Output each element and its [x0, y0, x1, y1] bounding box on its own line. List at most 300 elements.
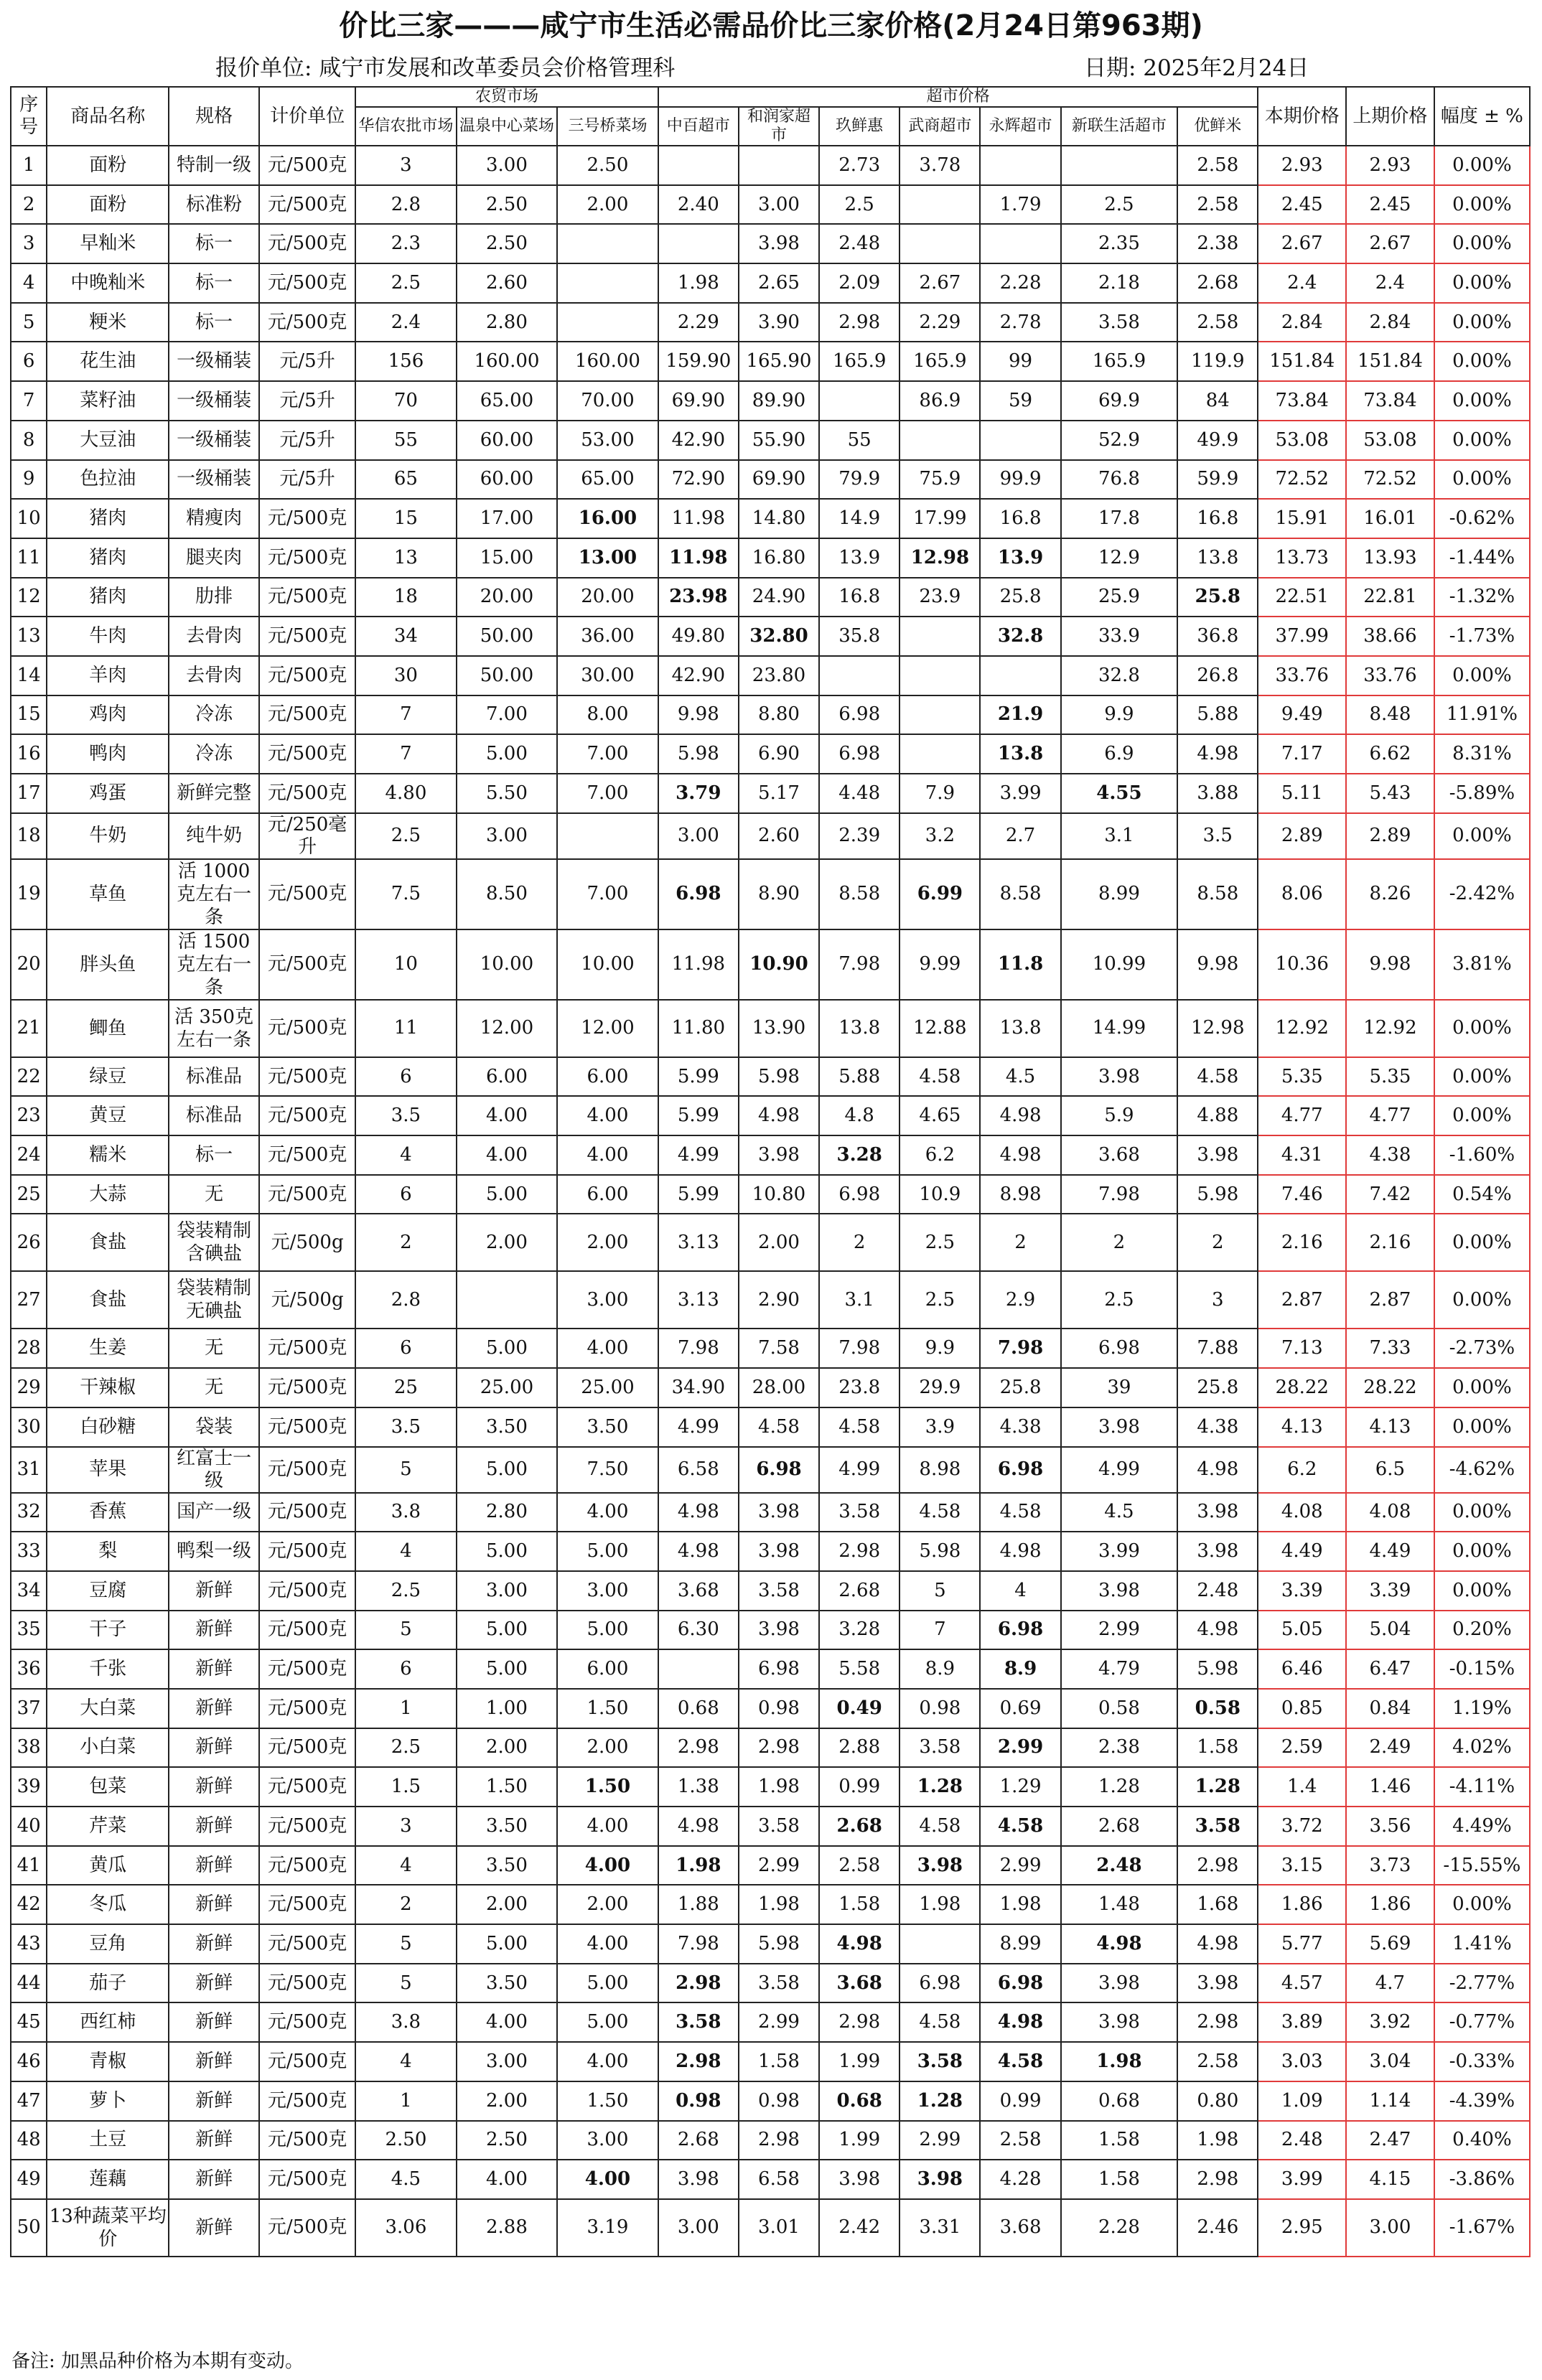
store-price: 2.00: [557, 185, 658, 225]
store-price: 5.00: [457, 1611, 558, 1650]
store-price: 1.99: [819, 2121, 900, 2160]
store-price: 1.58: [1061, 2121, 1178, 2160]
store-price: 3.1: [1061, 813, 1178, 859]
header-seq: 序号: [11, 87, 47, 146]
table-row: [11, 1964, 1530, 2003]
product-name: 小白菜: [47, 1728, 169, 1768]
product-spec: 标准品: [169, 1096, 259, 1135]
previous-price: 8.26: [1346, 859, 1434, 929]
table-row: [11, 224, 1530, 263]
store-price: 160.00: [557, 342, 658, 381]
change-percent: 0.00%: [1434, 656, 1530, 695]
store-price: 24.90: [739, 578, 819, 617]
store-price: 0.98: [658, 2081, 739, 2121]
store-price: 3.9: [900, 1407, 980, 1447]
product-spec: 鸭梨一级: [169, 1532, 259, 1571]
change-percent: 0.00%: [1434, 813, 1530, 859]
store-price: 35.8: [819, 617, 900, 656]
store-price: 5: [355, 1611, 457, 1650]
store-price: 6: [355, 1649, 457, 1689]
store-price: 49.9: [1177, 421, 1258, 460]
store-price: 79.9: [819, 460, 900, 500]
store-price: 69.90: [658, 381, 739, 421]
store-price: 2.90: [739, 1271, 819, 1329]
previous-price: 4.38: [1346, 1135, 1434, 1175]
current-price: 4.49: [1258, 1532, 1346, 1571]
previous-price: 33.76: [1346, 656, 1434, 695]
change-percent: -3.86%: [1434, 2160, 1530, 2199]
store-price: 2.58: [1177, 185, 1258, 225]
store-price: 6.00: [557, 1649, 658, 1689]
table-row: [11, 1924, 1530, 1964]
change-percent: 11.91%: [1434, 695, 1530, 735]
price-unit: 元/500克: [259, 929, 355, 1000]
previous-price: 6.47: [1346, 1649, 1434, 1689]
store-price: 6.98: [819, 695, 900, 735]
current-price: 1.86: [1258, 1885, 1346, 1924]
store-price: 12.9: [1061, 538, 1178, 578]
store-price: 65: [355, 460, 457, 500]
header-store: 华信农批市场: [355, 107, 457, 146]
header-supermarkets: 超市价格: [658, 87, 1258, 107]
store-price: 4.5: [980, 1057, 1060, 1097]
row-number: 6: [11, 342, 47, 381]
price-unit: 元/500克: [259, 2199, 355, 2257]
store-price: 4.00: [557, 2042, 658, 2081]
price-unit: 元/500克: [259, 1807, 355, 1846]
store-price: 5.88: [819, 1057, 900, 1097]
store-price: 25.8: [980, 578, 1060, 617]
store-price: 2.58: [1177, 303, 1258, 342]
change-percent: -1.73%: [1434, 617, 1530, 656]
store-price: 42.90: [658, 421, 739, 460]
store-price: 4.98: [658, 1493, 739, 1532]
store-price: 18: [355, 578, 457, 617]
change-percent: 0.00%: [1434, 1407, 1530, 1447]
store-price: 13.00: [557, 538, 658, 578]
price-unit: 元/500克: [259, 1057, 355, 1097]
previous-price: 2.45: [1346, 185, 1434, 225]
store-price: 7.9: [900, 774, 980, 813]
store-price: 4.55: [1061, 774, 1178, 813]
store-price: 6.58: [658, 1447, 739, 1493]
store-price: 2.68: [658, 2121, 739, 2160]
store-price: 10.90: [739, 929, 819, 1000]
store-price: 2.68: [1061, 1807, 1178, 1846]
price-unit: 元/500克: [259, 1846, 355, 1885]
store-price: 59: [980, 381, 1060, 421]
change-percent: -0.62%: [1434, 499, 1530, 538]
store-price: 4: [355, 1846, 457, 1885]
store-price: 3.58: [1177, 1807, 1258, 1846]
store-price: 12.88: [900, 1000, 980, 1057]
previous-price: 28.22: [1346, 1368, 1434, 1407]
price-unit: 元/500克: [259, 263, 355, 303]
store-price: 1.98: [658, 263, 739, 303]
header-unit: 计价单位: [259, 87, 355, 146]
product-spec: 活 350克左右一条: [169, 1000, 259, 1057]
store-price: 2.73: [819, 146, 900, 185]
change-percent: -2.42%: [1434, 859, 1530, 929]
store-price: 3.00: [557, 1571, 658, 1611]
row-number: 24: [11, 1135, 47, 1175]
table-row: [11, 1493, 1530, 1532]
store-price: 23.98: [658, 578, 739, 617]
current-price: 3.89: [1258, 2002, 1346, 2042]
store-price: 76.8: [1061, 460, 1178, 500]
store-price: 3: [355, 1807, 457, 1846]
store-price: 2.38: [1177, 224, 1258, 263]
store-price: 8.99: [1061, 859, 1178, 929]
product-spec: 新鲜: [169, 1924, 259, 1964]
store-price: 4.88: [1177, 1096, 1258, 1135]
table-row: [11, 1767, 1530, 1807]
product-name: 大豆油: [47, 421, 169, 460]
store-price: 3.00: [457, 146, 558, 185]
store-price: 3.98: [1061, 1057, 1178, 1097]
store-price: [658, 1649, 739, 1689]
current-price: 3.72: [1258, 1807, 1346, 1846]
price-unit: 元/500克: [259, 185, 355, 225]
previous-price: 5.35: [1346, 1057, 1434, 1097]
previous-price: 5.04: [1346, 1611, 1434, 1650]
store-price: 1.68: [1177, 1885, 1258, 1924]
product-spec: 红富士一级: [169, 1447, 259, 1493]
header-store: 三号桥菜场: [557, 107, 658, 146]
store-price: 3.58: [739, 1964, 819, 2003]
previous-price: 53.08: [1346, 421, 1434, 460]
table-row: [11, 1846, 1530, 1885]
store-price: 25.8: [1177, 578, 1258, 617]
product-name: 糯米: [47, 1135, 169, 1175]
table-row: [11, 1096, 1530, 1135]
current-price: 13.73: [1258, 538, 1346, 578]
row-number: 45: [11, 2002, 47, 2042]
row-number: 29: [11, 1368, 47, 1407]
store-price: 6: [355, 1329, 457, 1368]
product-name: 萝卜: [47, 2081, 169, 2121]
store-price: 15: [355, 499, 457, 538]
store-price: 7: [355, 734, 457, 774]
store-price: 3.98: [900, 2160, 980, 2199]
product-name: 猪肉: [47, 499, 169, 538]
store-price: 8.00: [557, 695, 658, 735]
store-price: 4.5: [1061, 1493, 1178, 1532]
product-spec: 新鲜: [169, 1689, 259, 1728]
current-price: 1.4: [1258, 1767, 1346, 1807]
change-percent: -1.67%: [1434, 2199, 1530, 2257]
store-price: 3.19: [557, 2199, 658, 2257]
store-price: 14.80: [739, 499, 819, 538]
product-name: 猪肉: [47, 538, 169, 578]
product-spec: 新鲜: [169, 1964, 259, 2003]
store-price: 9.98: [1177, 929, 1258, 1000]
table-row: [11, 929, 1530, 1000]
change-percent: 0.00%: [1434, 263, 1530, 303]
product-spec: 新鲜: [169, 1885, 259, 1924]
row-number: 9: [11, 460, 47, 500]
current-price: 53.08: [1258, 421, 1346, 460]
store-price: 2.98: [819, 1532, 900, 1571]
current-price: 2.59: [1258, 1728, 1346, 1768]
product-spec: 新鲜: [169, 1571, 259, 1611]
row-number: 34: [11, 1571, 47, 1611]
product-name: 包菜: [47, 1767, 169, 1807]
current-price: 5.77: [1258, 1924, 1346, 1964]
store-price: 1.58: [819, 1885, 900, 1924]
store-price: [900, 656, 980, 695]
store-price: 2.4: [355, 303, 457, 342]
row-number: 15: [11, 695, 47, 735]
store-price: 50.00: [457, 656, 558, 695]
current-price: 2.89: [1258, 813, 1346, 859]
store-price: 2.50: [457, 185, 558, 225]
store-price: 4.98: [739, 1096, 819, 1135]
change-percent: 0.00%: [1434, 460, 1530, 500]
reporting-unit: 报价单位: 咸宁市发展和改革委员会价格管理科: [215, 55, 676, 81]
store-price: 4.58: [819, 1407, 900, 1447]
store-price: 11.98: [658, 499, 739, 538]
price-unit: 元/500克: [259, 538, 355, 578]
store-price: 2.58: [980, 2121, 1060, 2160]
row-number: 37: [11, 1689, 47, 1728]
product-spec: 标一: [169, 1135, 259, 1175]
header-store: 永辉超市: [980, 107, 1060, 146]
previous-price: 38.66: [1346, 617, 1434, 656]
page-title: 价比三家———咸宁市生活必需品价比三家价格(2月24日第963期): [339, 9, 1203, 42]
current-price: 28.22: [1258, 1368, 1346, 1407]
store-price: 70: [355, 381, 457, 421]
previous-price: 1.14: [1346, 2081, 1434, 2121]
previous-price: 4.49: [1346, 1532, 1434, 1571]
store-price: 3.98: [1177, 1493, 1258, 1532]
table-row: [11, 499, 1530, 538]
product-name: 面粉: [47, 146, 169, 185]
table-row: [11, 734, 1530, 774]
store-price: 8.9: [980, 1649, 1060, 1689]
product-spec: 活 1000克左右一条: [169, 859, 259, 929]
store-price: 8.99: [980, 1924, 1060, 1964]
table-row: [11, 342, 1530, 381]
report-date: 日期: 2025年2月24日: [1084, 55, 1309, 81]
footnote: 备注: 加黑品种价格为本期有变动。: [11, 2351, 304, 2372]
store-price: 49.80: [658, 617, 739, 656]
store-price: 10.9: [900, 1175, 980, 1214]
store-price: 3.00: [658, 813, 739, 859]
store-price: 25.8: [980, 1368, 1060, 1407]
current-price: 3.39: [1258, 1571, 1346, 1611]
store-price: 5.98: [1177, 1649, 1258, 1689]
current-price: 2.4: [1258, 263, 1346, 303]
change-percent: 1.19%: [1434, 1689, 1530, 1728]
product-name: 千张: [47, 1649, 169, 1689]
store-price: 8.9: [900, 1649, 980, 1689]
store-price: 2.00: [557, 1214, 658, 1271]
row-number: 48: [11, 2121, 47, 2160]
store-price: 165.9: [1061, 342, 1178, 381]
table-row: [11, 2081, 1530, 2121]
store-price: 2.80: [457, 303, 558, 342]
current-price: 4.57: [1258, 1964, 1346, 2003]
product-spec: 标一: [169, 303, 259, 342]
store-price: 2: [1177, 1214, 1258, 1271]
row-number: 39: [11, 1767, 47, 1807]
price-unit: 元/250毫升: [259, 813, 355, 859]
store-price: 20.00: [457, 578, 558, 617]
store-price: 2.29: [900, 303, 980, 342]
product-name: 绿豆: [47, 1057, 169, 1097]
change-percent: 0.00%: [1434, 381, 1530, 421]
price-unit: 元/500克: [259, 1493, 355, 1532]
store-price: 3.1: [819, 1271, 900, 1329]
store-price: 3.50: [457, 1407, 558, 1447]
store-price: 1.28: [900, 2081, 980, 2121]
product-spec: 新鲜: [169, 2042, 259, 2081]
store-price: 4.98: [1177, 1611, 1258, 1650]
store-price: 3.58: [819, 1493, 900, 1532]
store-price: 13.9: [819, 538, 900, 578]
store-price: 4.00: [557, 1329, 658, 1368]
price-unit: 元/500克: [259, 224, 355, 263]
change-percent: 0.00%: [1434, 185, 1530, 225]
current-price: 72.52: [1258, 460, 1346, 500]
change-percent: 0.00%: [1434, 224, 1530, 263]
table-row: [11, 146, 1530, 185]
store-price: 36.00: [557, 617, 658, 656]
header-store: 优鲜米: [1177, 107, 1258, 146]
header-store: 温泉中心菜场: [457, 107, 558, 146]
price-unit: 元/500克: [259, 1571, 355, 1611]
row-number: 40: [11, 1807, 47, 1846]
store-price: 11.80: [658, 1000, 739, 1057]
store-price: 16.8: [819, 578, 900, 617]
store-price: 69.9: [1061, 381, 1178, 421]
store-price: 6.98: [819, 734, 900, 774]
store-price: 1.28: [900, 1767, 980, 1807]
previous-price: 4.7: [1346, 1964, 1434, 2003]
price-unit: 元/500g: [259, 1214, 355, 1271]
price-unit: 元/500克: [259, 2121, 355, 2160]
store-price: 5.00: [457, 1175, 558, 1214]
store-price: [900, 421, 980, 460]
row-number: 5: [11, 303, 47, 342]
current-price: 15.91: [1258, 499, 1346, 538]
change-percent: 0.54%: [1434, 1175, 1530, 1214]
store-price: 5.99: [658, 1175, 739, 1214]
store-price: 2.5: [355, 813, 457, 859]
table-row: [11, 460, 1530, 500]
store-price: 13.8: [1177, 538, 1258, 578]
store-price: 4.80: [355, 774, 457, 813]
store-price: 4.58: [900, 1493, 980, 1532]
table-row: [11, 263, 1530, 303]
store-price: 99.9: [980, 460, 1060, 500]
previous-price: 4.08: [1346, 1493, 1434, 1532]
price-unit: 元/5升: [259, 421, 355, 460]
store-price: 2.99: [739, 2002, 819, 2042]
store-price: 15.00: [457, 538, 558, 578]
store-price: 65.00: [457, 381, 558, 421]
store-price: 1.98: [739, 1885, 819, 1924]
store-price: 1.98: [980, 1885, 1060, 1924]
store-price: [557, 813, 658, 859]
store-price: 2.65: [739, 263, 819, 303]
store-price: 6.98: [1061, 1329, 1178, 1368]
header-store: 新联生活超市: [1061, 107, 1178, 146]
row-number: 47: [11, 2081, 47, 2121]
store-price: 3: [355, 146, 457, 185]
store-price: 60.00: [457, 460, 558, 500]
store-price: 2.88: [819, 1728, 900, 1768]
store-price: 3.58: [739, 1807, 819, 1846]
store-price: 3.98: [1061, 1571, 1178, 1611]
product-name: 粳米: [47, 303, 169, 342]
store-price: 1.50: [557, 1689, 658, 1728]
store-price: 25.8: [1177, 1368, 1258, 1407]
table-row: [11, 1000, 1530, 1057]
current-price: 6.46: [1258, 1649, 1346, 1689]
store-price: 11.98: [658, 929, 739, 1000]
change-percent: -4.11%: [1434, 1767, 1530, 1807]
store-price: 11: [355, 1000, 457, 1057]
store-price: 8.98: [980, 1175, 1060, 1214]
store-price: 1.58: [739, 2042, 819, 2081]
previous-price: 72.52: [1346, 460, 1434, 500]
store-price: 4.00: [457, 1096, 558, 1135]
store-price: 3.00: [457, 2042, 558, 2081]
store-price: 3.00: [739, 185, 819, 225]
store-price: 1.58: [1061, 2160, 1178, 2199]
store-price: 69.90: [739, 460, 819, 500]
store-price: 75.9: [900, 460, 980, 500]
change-percent: 0.00%: [1434, 1532, 1530, 1571]
store-price: 4.48: [819, 774, 900, 813]
store-price: 6.98: [739, 1447, 819, 1493]
store-price: 2.98: [819, 303, 900, 342]
previous-price: 151.84: [1346, 342, 1434, 381]
product-spec: 标一: [169, 224, 259, 263]
store-price: 86.9: [900, 381, 980, 421]
product-name: 食盐: [47, 1271, 169, 1329]
change-percent: -0.15%: [1434, 1649, 1530, 1689]
current-price: 5.11: [1258, 774, 1346, 813]
store-price: 0.98: [900, 1689, 980, 1728]
table-row: [11, 303, 1530, 342]
store-price: [658, 146, 739, 185]
store-price: 5.99: [658, 1057, 739, 1097]
store-price: 5.98: [1177, 1175, 1258, 1214]
store-price: [819, 656, 900, 695]
store-price: 7.00: [557, 859, 658, 929]
store-price: 3.98: [739, 1493, 819, 1532]
table-row: [11, 1611, 1530, 1650]
product-name: 花生油: [47, 342, 169, 381]
change-percent: 0.00%: [1434, 303, 1530, 342]
store-price: 2.29: [658, 303, 739, 342]
store-price: 2.39: [819, 813, 900, 859]
store-price: 3.98: [739, 1532, 819, 1571]
store-price: 165.9: [900, 342, 980, 381]
product-spec: 冷冻: [169, 695, 259, 735]
current-price: 3.99: [1258, 2160, 1346, 2199]
row-number: 25: [11, 1175, 47, 1214]
current-price: 12.92: [1258, 1000, 1346, 1057]
store-price: 12.00: [557, 1000, 658, 1057]
store-price: 59.9: [1177, 460, 1258, 500]
store-price: 10.80: [739, 1175, 819, 1214]
store-price: 7.98: [819, 1329, 900, 1368]
header-current: 本期价格: [1258, 87, 1346, 146]
